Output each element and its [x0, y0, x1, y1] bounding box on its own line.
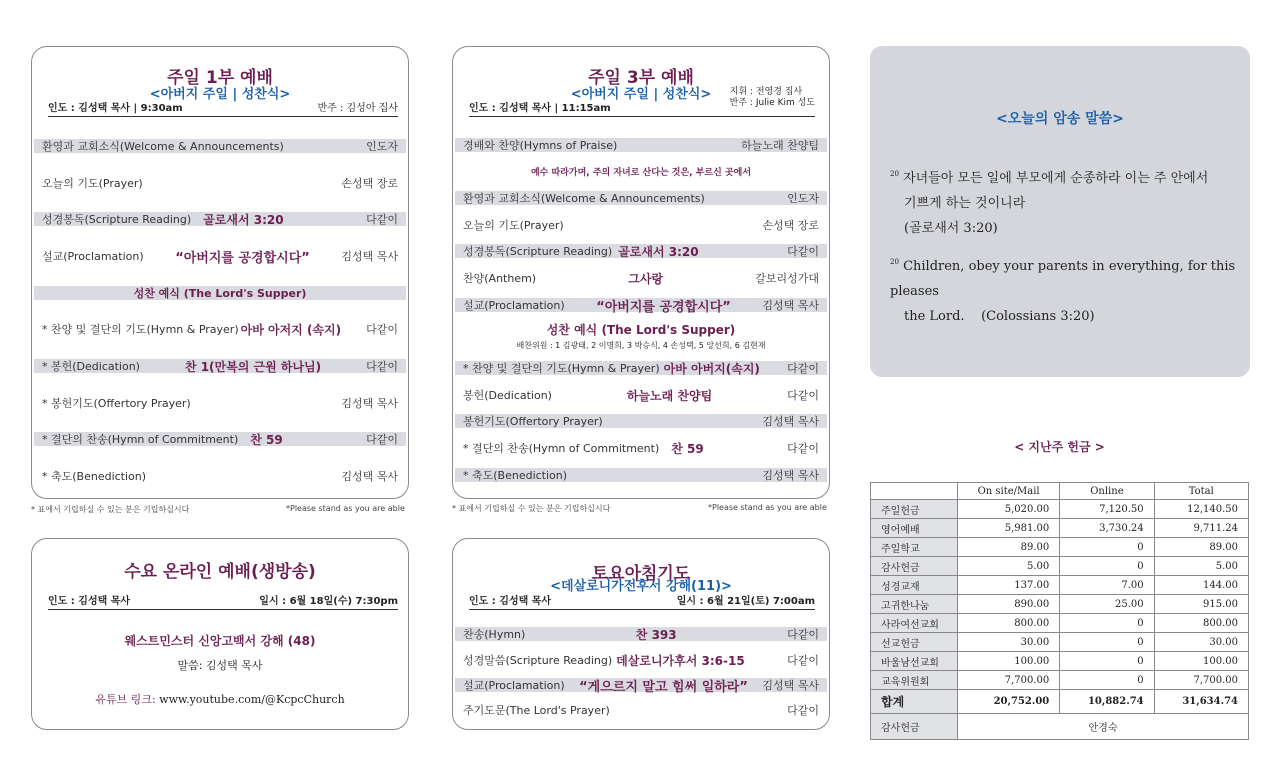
- row-label: 성경말씀(Scripture Reading): [463, 654, 613, 667]
- total-cell: 7,700.00: [1154, 671, 1248, 690]
- onsite-cell: 890.00: [958, 595, 1060, 614]
- sermon-title: “아버지를 공경합시다”: [175, 250, 310, 266]
- row-detail: 골로새서 3:20: [618, 244, 699, 259]
- korean-verse-line1: 자녀들아 모든 일에 부모에게 순종하라 이는 주 안에서: [903, 171, 1209, 186]
- row-label: 환영과 교회소식(Welcome & Announcements): [42, 140, 284, 153]
- column-header: Total: [1154, 483, 1248, 500]
- row-label: 성경봉독(Scripture Reading): [463, 245, 613, 258]
- online-cell: 0: [1060, 557, 1154, 576]
- row-label: 설교(Proclamation): [463, 299, 565, 312]
- order-row: [455, 388, 827, 402]
- card-title: 토요아침기도: [591, 564, 691, 584]
- order-row: [34, 469, 406, 483]
- table-row: [871, 538, 1249, 557]
- row-person: 인도자: [787, 192, 819, 205]
- table-row: [871, 500, 1249, 519]
- lords-supper-row: [34, 286, 406, 300]
- order-row: [34, 432, 406, 446]
- row-label: 경배와 찬양(Hymns of Praise): [463, 139, 618, 152]
- onsite-cell: 100.00: [958, 652, 1060, 671]
- order-row: [455, 414, 827, 428]
- praise-songs: 예수 따라가며, 주의 자녀로 산다는 것은, 부르신 곳에서: [530, 167, 752, 178]
- order-row: [34, 176, 406, 190]
- standing-note-ko: * 표에서 기립하실 수 있는 분은 기립하십시다: [452, 504, 611, 513]
- online-cell: 0: [1060, 671, 1154, 690]
- row-label: 환영과 교회소식(Welcome & Announcements): [463, 192, 705, 205]
- card-title: 주일 3부 예배: [588, 68, 694, 88]
- row-person: 김성택 목사: [341, 250, 398, 263]
- row-label: 주기도문(The Lord's Prayer): [463, 704, 610, 717]
- memory-verse-panel: [870, 46, 1250, 377]
- order-row: [34, 249, 406, 266]
- order-row: [34, 359, 406, 373]
- category-cell: 주일헌금: [871, 500, 958, 519]
- table-row: [871, 671, 1249, 690]
- row-label: * 결단의 찬송(Hymn of Commitment): [42, 433, 239, 446]
- online-cell: 7,120.50: [1060, 500, 1154, 519]
- order-row: [455, 653, 827, 667]
- column-header: On site/Mail: [958, 483, 1060, 500]
- category-cell: 성경교재: [871, 576, 958, 595]
- row-person: 갈보리성가대: [755, 272, 819, 285]
- table-row: [871, 652, 1249, 671]
- row-detail: 아바 아버지(속지): [663, 361, 760, 376]
- category-cell: 선교헌금: [871, 633, 958, 652]
- online-cell: 25.00: [1060, 595, 1154, 614]
- offering-title: < 지난주 헌금 >: [1014, 440, 1105, 454]
- total-row: [871, 690, 1249, 714]
- sunday-3rd-service-card: [452, 46, 830, 499]
- online-cell: 0: [1060, 652, 1154, 671]
- row-label: 봉헌(Dedication): [463, 389, 552, 402]
- leader-info: 인도 : 김성택 목사: [48, 596, 131, 607]
- column-header: [871, 483, 958, 500]
- grand-total: 31,634.74: [1154, 690, 1248, 714]
- sermon-title: “게으르지 말고 힘써 일하라”: [579, 679, 748, 695]
- service-header: [469, 592, 815, 610]
- order-row: [34, 322, 406, 336]
- service-header: [469, 99, 815, 117]
- order-row: [455, 191, 827, 205]
- card-subtitle: <아버지 주일 | 성찬식>: [149, 87, 291, 102]
- row-detail: 찬 1(만복의 근원 하나님): [184, 359, 322, 374]
- date-info: 일시 : 6월 21일(토) 7:00am: [676, 596, 815, 607]
- total-cell: 100.00: [1154, 652, 1248, 671]
- table-row: [871, 595, 1249, 614]
- thanks-label: 감사헌금: [871, 714, 958, 740]
- row-person: 인도자: [366, 140, 398, 153]
- row-person: 다같이: [787, 704, 819, 717]
- row-label: 설교(Proclamation): [463, 679, 565, 692]
- total-cell: 144.00: [1154, 576, 1248, 595]
- row-person: 김성택 목사: [762, 469, 819, 482]
- service-header: [48, 99, 398, 117]
- order-row: [455, 361, 827, 375]
- card-subtitle: <데살로니가전후서 강해(11)>: [550, 579, 732, 594]
- sermon-title: “아버지를 공경합시다”: [596, 299, 731, 315]
- row-label: * 축도(Benediction): [42, 470, 147, 483]
- order-row: [455, 678, 827, 695]
- order-row: [455, 298, 827, 315]
- total-cell: 30.00: [1154, 633, 1248, 652]
- row-detail: 찬 59: [671, 441, 704, 456]
- praise-songs-row: [455, 164, 827, 178]
- row-label: * 봉헌기도(Offertory Prayer): [42, 397, 191, 410]
- row-person: 다같이: [787, 362, 819, 375]
- total-cell: 9,711.24: [1154, 519, 1248, 538]
- onsite-cell: 5,981.00: [958, 519, 1060, 538]
- row-person: 다같이: [787, 389, 819, 402]
- row-detail: 데살로니가후서 3:6-15: [616, 653, 745, 668]
- verse-number: 20: [890, 258, 899, 266]
- order-row: [455, 271, 827, 285]
- verse-number: 20: [890, 170, 899, 178]
- leader-info: 인도 : 김성택 목사: [469, 596, 552, 607]
- onsite-cell: 89.00: [958, 538, 1060, 557]
- row-detail: 성찬 예식 (The Lord's Supper): [133, 287, 307, 300]
- table-row: [871, 633, 1249, 652]
- youtube-link[interactable]: www.youtube.com/@KcpcChurch: [159, 693, 345, 706]
- standing-note-ko: * 표에서 기립하실 수 있는 분은 기립하십시다: [31, 505, 190, 514]
- leader-info: 인도 : 김성택 목사 | 9:30am: [48, 103, 183, 114]
- korean-verse-ref: (골로새서 3:20): [904, 221, 998, 236]
- category-cell: 고귀한나눔: [871, 595, 958, 614]
- thanks-row: [871, 714, 1249, 740]
- row-label: 성경봉독(Scripture Reading): [42, 213, 192, 226]
- row-person: 다같이: [787, 442, 819, 455]
- card-title: 수요 온라인 예배(생방송): [124, 562, 316, 582]
- row-person: 다같이: [787, 628, 819, 641]
- sermon-topic: 웨스트민스터 신앙고백서 강해 (48): [124, 634, 316, 648]
- row-person: 다같이: [787, 654, 819, 667]
- order-row: [455, 138, 827, 152]
- row-person: 김성택 목사: [762, 679, 819, 692]
- row-label: 찬송(Hymn): [463, 628, 526, 641]
- onsite-cell: 5.00: [958, 557, 1060, 576]
- order-row: [34, 396, 406, 410]
- english-verse-line1: Children, obey your parents in everything, for this pleases: [890, 259, 1236, 299]
- row-person: 다같이: [787, 245, 819, 258]
- row-label: * 봉헌(Dedication): [42, 360, 140, 373]
- standing-note-en: *Please stand as you are able: [708, 503, 827, 512]
- order-row: [455, 218, 827, 232]
- row-label: 봉헌기도(Offertory Prayer): [463, 415, 603, 428]
- onsite-cell: 800.00: [958, 614, 1060, 633]
- lords-supper-title: 성찬 예식 (The Lord's Supper): [546, 323, 736, 337]
- order-row: [34, 139, 406, 153]
- total-cell: 5.00: [1154, 557, 1248, 576]
- onsite-cell: 30.00: [958, 633, 1060, 652]
- youtube-label: 유튜브 링크:: [95, 693, 156, 706]
- standing-note-en: *Please stand as you are able: [286, 504, 405, 513]
- total-cell: 89.00: [1154, 538, 1248, 557]
- order-row: [455, 441, 827, 455]
- online-cell: 3,730.24: [1060, 519, 1154, 538]
- order-row: [455, 244, 827, 258]
- online-cell: 7.00: [1060, 576, 1154, 595]
- table-row: [871, 576, 1249, 595]
- row-person: 다같이: [366, 360, 398, 373]
- wednesday-online-service-card: [31, 538, 409, 730]
- order-row: [455, 703, 827, 717]
- service-header: [48, 592, 398, 610]
- online-cell: 0: [1060, 538, 1154, 557]
- table-row: [871, 519, 1249, 538]
- row-person: 김성택 목사: [341, 470, 398, 483]
- row-person: 김성택 목사: [762, 415, 819, 428]
- column-header: Online: [1060, 483, 1154, 500]
- row-label: 설교(Proclamation): [42, 250, 144, 263]
- row-label: * 찬양 및 결단의 기도(Hymn & Prayer): [463, 362, 660, 375]
- row-detail: 그사랑: [628, 271, 664, 286]
- offering-table: [870, 482, 1249, 740]
- online-cell: 0: [1060, 633, 1154, 652]
- card-subtitle: <아버지 주일 | 성찬식>: [570, 87, 712, 102]
- speaker: 말씀: 김성택 목사: [177, 659, 263, 672]
- supper-servers: 배찬위원 : 1 김광태, 2 이명희, 3 박승식, 4 손성택, 5 앙선희, 6 김현재: [516, 341, 766, 350]
- row-person: 하늘노래 찬양팀: [741, 139, 819, 152]
- row-person: 다같이: [366, 433, 398, 446]
- category-cell: 사라여선교회: [871, 614, 958, 633]
- onsite-total: 20,752.00: [958, 690, 1060, 714]
- lords-supper-block: [453, 321, 829, 351]
- english-verse: [890, 250, 1250, 329]
- row-person: 다같이: [366, 213, 398, 226]
- row-detail: 찬 59: [250, 432, 283, 447]
- row-label: 오늘의 기도(Prayer): [463, 219, 564, 232]
- online-cell: 0: [1060, 614, 1154, 633]
- row-detail: 아바 아저지 (속지): [240, 322, 342, 337]
- row-detail: 골로새서 3:20: [203, 212, 284, 227]
- sunday-1st-service-card: [31, 46, 409, 499]
- english-verse-line2: the Lord. (Colossians 3:20): [904, 309, 1095, 324]
- table-header-row: [871, 483, 1249, 500]
- total-label: 합계: [871, 690, 958, 714]
- date-info: 일시 : 6월 18일(수) 7:30pm: [259, 596, 398, 607]
- table-row: [871, 557, 1249, 576]
- category-cell: 교육위원회: [871, 671, 958, 690]
- order-row: [455, 627, 827, 641]
- row-person: 손성택 장로: [341, 177, 398, 190]
- thanks-giver: 안경숙: [958, 714, 1249, 740]
- row-detail: 찬 393: [635, 627, 677, 642]
- total-cell: 915.00: [1154, 595, 1248, 614]
- accompanist-info: 반주 : 김성아 집사: [317, 103, 398, 114]
- category-cell: 감사헌금: [871, 557, 958, 576]
- korean-verse-line2: 기쁘게 하는 것이니라: [904, 196, 1026, 211]
- row-person: 다같이: [366, 323, 398, 336]
- leader-info: 인도 : 김성택 목사 | 11:15am: [469, 103, 611, 114]
- row-detail: 하늘노래 찬양팀: [626, 388, 713, 403]
- row-person: 손성택 장로: [762, 219, 819, 232]
- total-cell: 800.00: [1154, 614, 1248, 633]
- row-label: * 결단의 찬송(Hymn of Commitment): [463, 442, 660, 455]
- order-row: [455, 468, 827, 482]
- total-cell: 12,140.50: [1154, 500, 1248, 519]
- order-row: [34, 212, 406, 226]
- category-cell: 영어예배: [871, 519, 958, 538]
- youtube-link-line: [32, 691, 408, 707]
- korean-verse: [890, 162, 1240, 241]
- table-row: [871, 614, 1249, 633]
- online-total: 10,882.74: [1060, 690, 1154, 714]
- row-label: * 찬양 및 결단의 기도(Hymn & Prayer): [42, 323, 239, 336]
- row-label: 오늘의 기도(Prayer): [42, 177, 143, 190]
- category-cell: 주일학교: [871, 538, 958, 557]
- onsite-cell: 7,700.00: [958, 671, 1060, 690]
- row-person: 김성택 목사: [341, 397, 398, 410]
- memory-verse-title: <오늘의 암송 말씀>: [996, 111, 1124, 127]
- row-label: 찬양(Anthem): [463, 272, 537, 285]
- onsite-cell: 137.00: [958, 576, 1060, 595]
- conductor-info: 지휘 : 전영경 집사: [729, 87, 803, 97]
- row-person: 김성택 목사: [762, 299, 819, 312]
- card-title: 주일 1부 예배: [167, 68, 273, 88]
- accompanist-info: 반주 : Julie Kim 성도: [729, 98, 815, 108]
- saturday-morning-prayer-card: [452, 538, 830, 730]
- category-cell: 바울남선교회: [871, 652, 958, 671]
- onsite-cell: 5,020.00: [958, 500, 1060, 519]
- row-label: * 축도(Benediction): [463, 469, 568, 482]
